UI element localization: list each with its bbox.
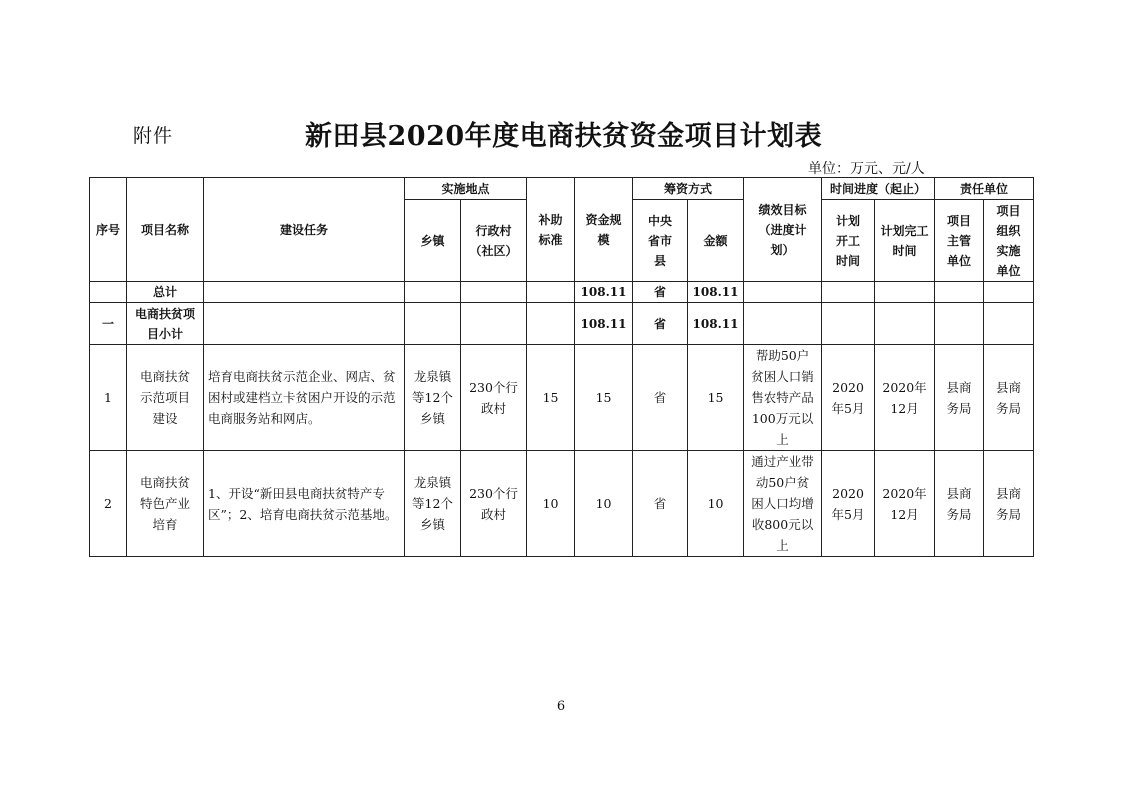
row-town: 龙泉镇等12个乡镇 bbox=[405, 345, 461, 451]
row-start-time: 2020年5月 bbox=[822, 451, 875, 557]
total-label: 总计 bbox=[127, 282, 204, 303]
scale-header: 资金规模 bbox=[575, 178, 633, 282]
total-source: 省 bbox=[633, 282, 688, 303]
header-row-1 bbox=[90, 178, 1034, 200]
row-subsidy: 10 bbox=[527, 451, 575, 557]
row-project-name: 电商扶贫特色产业培育 bbox=[127, 451, 204, 557]
row-village: 230个行政村 bbox=[461, 345, 527, 451]
total-row bbox=[90, 282, 1034, 303]
village-header: 行政村（社区） bbox=[461, 200, 527, 282]
group-seq: 一 bbox=[90, 303, 127, 345]
row-amount: 15 bbox=[688, 345, 744, 451]
row-manager: 县商务局 bbox=[935, 451, 984, 557]
subsidy-header: 补助标准 bbox=[527, 178, 575, 282]
group-scale: 108.11 bbox=[575, 303, 633, 345]
annex-label: 附件 bbox=[133, 125, 174, 147]
row-end-time: 2020年12月 bbox=[875, 451, 935, 557]
target-header: 绩效目标（进度计划） bbox=[744, 178, 822, 282]
seq-header: 序号 bbox=[90, 178, 127, 282]
project-name-header: 项目名称 bbox=[127, 178, 204, 282]
row-executor: 县商务局 bbox=[984, 345, 1034, 451]
amount-header: 金额 bbox=[688, 200, 744, 282]
row-executor: 县商务局 bbox=[984, 451, 1034, 557]
row-amount: 10 bbox=[688, 451, 744, 557]
row-start-time: 2020年5月 bbox=[822, 345, 875, 451]
row-task: 1、开设“新田县电商扶贫特产专区”；2、培育电商扶贫示范基地。 bbox=[204, 451, 405, 557]
row-seq: 1 bbox=[90, 345, 127, 451]
row-project-name: 电商扶贫示范项目建设 bbox=[127, 345, 204, 451]
start-time-header: 计划开工时间 bbox=[822, 200, 875, 282]
row-source: 省 bbox=[633, 345, 688, 451]
row-subsidy: 15 bbox=[527, 345, 575, 451]
town-header: 乡镇 bbox=[405, 200, 461, 282]
page-number: 6 bbox=[556, 699, 566, 714]
total-amount: 108.11 bbox=[688, 282, 744, 303]
row-target: 通过产业带动50户贫困人口均增收800元以上 bbox=[744, 451, 822, 557]
manager-header: 项目主管单位 bbox=[935, 200, 984, 282]
row-manager: 县商务局 bbox=[935, 345, 984, 451]
table-row bbox=[90, 451, 1034, 557]
funding-header: 筹资方式 bbox=[633, 178, 744, 200]
unit-note: 单位：万元、元/人 bbox=[808, 161, 925, 177]
row-town: 龙泉镇等12个乡镇 bbox=[405, 451, 461, 557]
project-plan-table bbox=[89, 177, 1034, 557]
row-seq: 2 bbox=[90, 451, 127, 557]
end-time-header: 计划完工时间 bbox=[875, 200, 935, 282]
total-scale: 108.11 bbox=[575, 282, 633, 303]
row-scale: 10 bbox=[575, 451, 633, 557]
group-amount: 108.11 bbox=[688, 303, 744, 345]
executor-header: 项目组织实施单位 bbox=[984, 200, 1034, 282]
row-target: 帮助50户贫困人口销售农特产品100万元以上 bbox=[744, 345, 822, 451]
task-header: 建设任务 bbox=[204, 178, 405, 282]
responsibility-header: 责任单位 bbox=[935, 178, 1034, 200]
row-scale: 15 bbox=[575, 345, 633, 451]
table-row bbox=[90, 345, 1034, 451]
row-task: 培育电商扶贫示范企业、网店、贫困村或建档立卡贫困户开设的示范电商服务站和网店。 bbox=[204, 345, 405, 451]
group-label: 电商扶贫项目小计 bbox=[127, 303, 204, 345]
row-end-time: 2020年12月 bbox=[875, 345, 935, 451]
group-source: 省 bbox=[633, 303, 688, 345]
location-header: 实施地点 bbox=[405, 178, 527, 200]
funding-level-header: 中央省市县 bbox=[633, 200, 688, 282]
schedule-header: 时间进度（起止） bbox=[822, 178, 935, 200]
row-source: 省 bbox=[633, 451, 688, 557]
group-subtotal-row bbox=[90, 303, 1034, 345]
row-village: 230个行政村 bbox=[461, 451, 527, 557]
page-title: 新田县2020年度电商扶贫资金项目计划表 bbox=[305, 121, 823, 152]
